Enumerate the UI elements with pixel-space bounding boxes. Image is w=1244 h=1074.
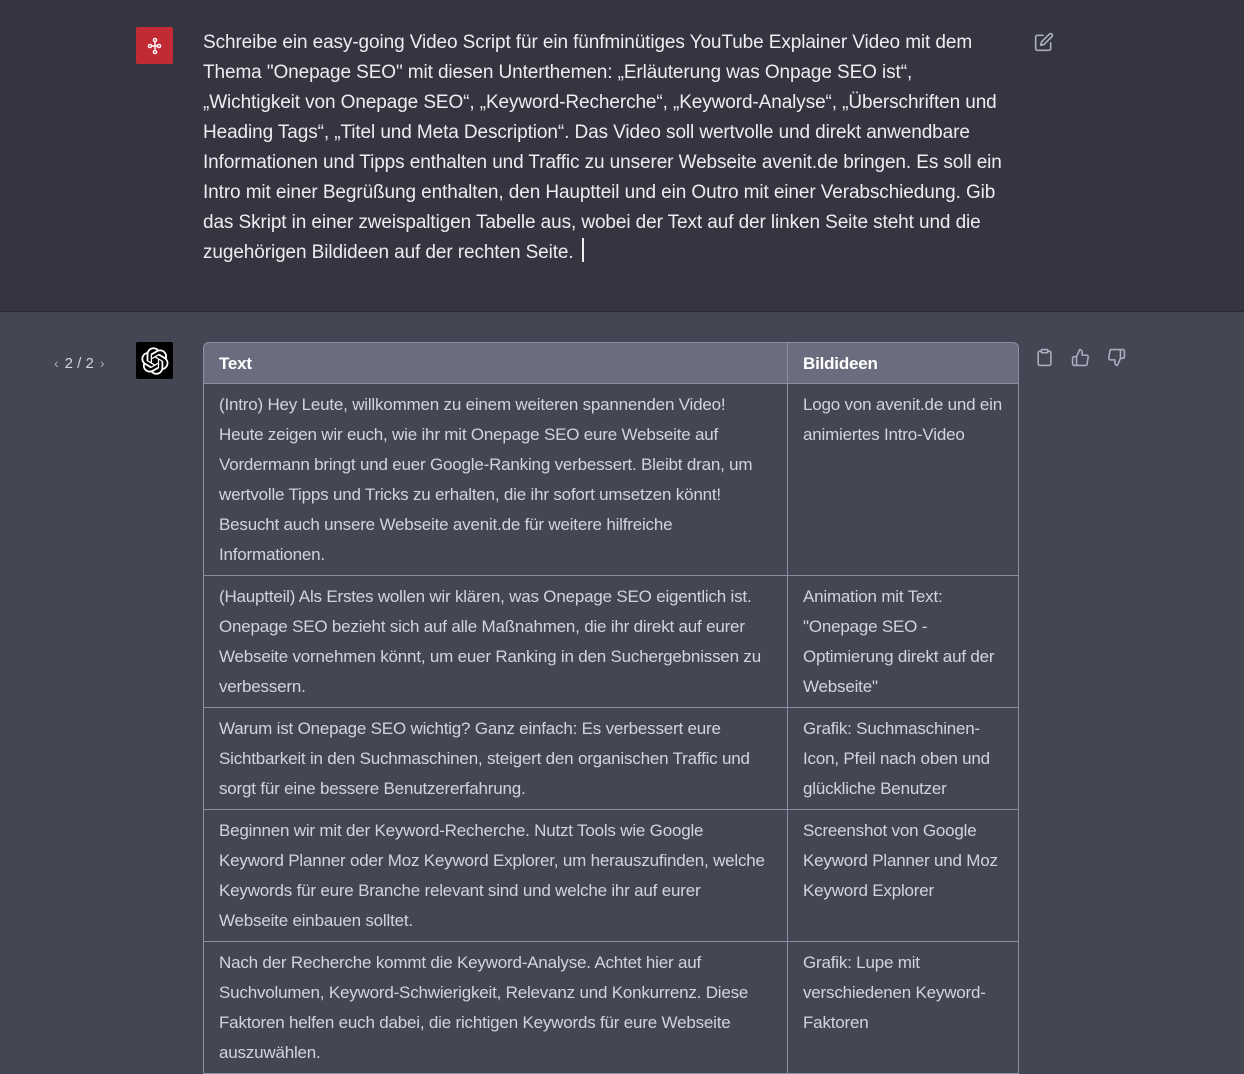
thumbs-down-icon — [1107, 348, 1126, 367]
script-text-cell: (Hauptteil) Als Erstes wollen wir klären, was Onepage SEO eigentlich ist. Onepage SEO bezieht sich auf alle Maßnahmen, die ihr direkt auf eurer Webseite vornehmen könnt, um euer Ranking in den Suchergebnissen zu verbessern. — [203, 576, 788, 708]
pager-label: 2 / 2 — [64, 354, 94, 372]
column-header-bildideen: Bildideen — [788, 342, 1019, 384]
user-message — [0, 0, 1244, 312]
image-idea-cell: Grafik: Lupe mit verschiedenen Keyword-Faktoren — [788, 942, 1019, 1074]
image-idea-cell: Screenshot von Google Keyword Planner und Moz Keyword Explorer — [788, 810, 1019, 942]
openai-logo-icon — [141, 347, 169, 375]
copy-button[interactable] — [1033, 346, 1055, 368]
message-actions — [1033, 346, 1127, 368]
thumbs-down-button[interactable] — [1105, 346, 1127, 368]
image-idea-cell: Logo von avenit.de und ein animiertes Intro-Video — [788, 384, 1019, 576]
edit-button[interactable] — [1033, 31, 1055, 53]
table-row — [203, 942, 1019, 1074]
chevron-left-icon[interactable]: ‹ — [54, 355, 59, 371]
assistant-message — [0, 312, 1244, 1070]
table-header-row — [203, 342, 1019, 384]
image-idea-cell: Animation mit Text: "Onepage SEO - Optimierung direkt auf der Webseite" — [788, 576, 1019, 708]
image-idea-cell: Grafik: Suchmaschinen-Icon, Pfeil nach oben und glückliche Benutzer — [788, 708, 1019, 810]
column-header-text: Text — [203, 342, 788, 384]
user-avatar — [136, 27, 173, 64]
script-text-cell: Nach der Recherche kommt die Keyword-Analyse. Achtet hier auf Suchvolumen, Keyword-Schwierigkeit, Relevanz und Konkurrenz. Diese Faktoren helfen euch dabei, die richtigen Keywords für eure Webseite auszuwählen. — [203, 942, 788, 1074]
script-table — [203, 342, 1019, 1074]
edit-icon — [1034, 32, 1054, 52]
assistant-avatar — [136, 342, 173, 379]
table-row — [203, 576, 1019, 708]
chevron-right-icon[interactable]: › — [99, 355, 105, 371]
table-row — [203, 810, 1019, 942]
thumbs-up-button[interactable] — [1069, 346, 1091, 368]
script-text-cell: Beginnen wir mit der Keyword-Recherche. Nutzt Tools wie Google Keyword Planner oder Moz Keyword Explorer, um herauszufinden, welche Keywords für eure Branche relevant sind und welche ihr auf eurer Webseite einbauen solltet. — [203, 810, 788, 942]
text-cursor — [582, 238, 584, 262]
user-avatar-icon — [146, 37, 164, 55]
user-message-content: Schreibe ein easy-going Video Script für ein fünfminütiges YouTube Explainer Video mit dem Thema "Onepage SEO" mit diesen Unterthemen: „Erläuterung was Onpage SEO ist“, „Wichtigkeit von Onepage SEO“, „Keyword-Recherche“, „Keyword-Analyse“, „Überschriften und Heading Tags“, „Titel und Meta Description“. Das Video soll wertvolle und direkt anwendbare Informationen und Tipps enthalten und Traffic zu unserer Webseite avenit.de bringen. Es soll ein Intro mit einer Begrüßung enthalten, den Hauptteil und ein Outro mit einer Verabschiedung. Gib das Skript in einer zweispaltigen Tabelle aus, wobei der Text auf der linken Seite steht und die zugehörigen Bildideen auf der rechten Seite. — [203, 32, 1002, 263]
table-row — [203, 708, 1019, 810]
clipboard-icon — [1035, 348, 1054, 367]
table-row — [203, 384, 1019, 576]
user-message-text — [203, 28, 1013, 268]
response-pager — [54, 352, 105, 374]
script-text-cell: (Intro) Hey Leute, willkommen zu einem weiteren spannenden Video! Heute zeigen wir euch, wie ihr mit Onepage SEO eure Webseite auf Vordermann bringt und euer Google-Ranking verbessert. Bleibt dran, um wertvolle Tipps und Tricks zu erhalten, die ihr sofort umsetzen könnt! Besucht auch unsere Webseite avenit.de für weitere hilfreiche Informationen. — [203, 384, 788, 576]
script-text-cell: Warum ist Onepage SEO wichtig? Ganz einfach: Es verbessert eure Sichtbarkeit in den Suchmaschinen, steigert den organischen Traffic und sorgt für eine bessere Benutzererfahrung. — [203, 708, 788, 810]
thumbs-up-icon — [1071, 348, 1090, 367]
